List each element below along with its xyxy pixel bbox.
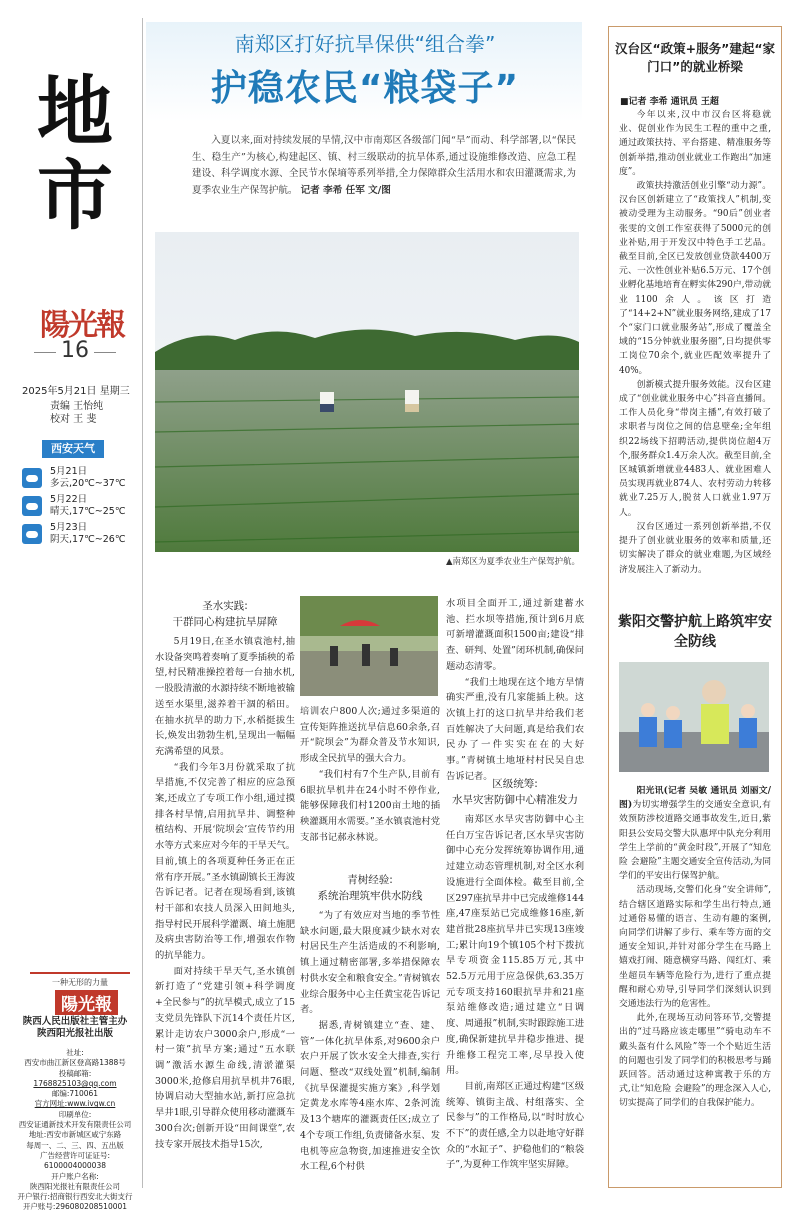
article-lead: 阳光讯(记者 吴敏 通讯员 刘丽文/图) — [619, 786, 771, 811]
section2-label: 青树经验: — [347, 874, 393, 886]
imprint-line: 社址: — [66, 1048, 84, 1057]
imprint-line: 陕西阳光报社有限责任公司 — [30, 1181, 120, 1191]
weather-row — [22, 494, 152, 520]
article-intro — [192, 133, 576, 199]
imprint-line: 投稿邮箱: — [58, 1068, 92, 1078]
cloud-icon — [22, 496, 42, 516]
paragraph: 活动现场,交警们化身“安全讲师”,结合辖区道路实际和学生出行特点,通过通俗易懂的语言、生动有趣的案例,向同学们讲解了步行、乘车等方面的交通安全知识,并针对部分学生在马路上嬉戏打闹、随意横穿马路、闯红灯、乘坐超员车辆等危险行为,进行了重点提醒和耐心劝导,引导同学们深刻认识到交通违法行为的危害性。 — [619, 885, 771, 1010]
cloud-icon — [22, 468, 42, 488]
paragraph-text: 为切实增强学生的交通安全意识,有效预防涉校道路交通事故发生,近日,紫阳县公安局交警大队惠坪中队充分利用学生上学前的“黄金时段”,开展了“知危险 会避险”主题交通安全宣传活动,为同学们的平安出行保驾护航。 — [619, 800, 771, 882]
imprint-website-link[interactable]: 官方网址:www.ivgw.cn — [34, 1099, 116, 1109]
imprint-line: 开户账号:296080208510001 — [22, 1202, 128, 1212]
weather-desc: 多云,20℃~37℃ — [50, 478, 126, 489]
paragraph: 面对持续干旱天气,圣水镇创新打造了“党建引领+科学调度+全民参与”的抗旱模式,成立了15支党员先锋队下沉14个责任片区,累计走访农户3000余户,形成“一村一策”抗旱方案;通过“五水联调”激活水源生命线,清淤灌渠3000米,抢修启用抗旱机井76眼,协调启动大型抽水站,新打应急抗旱井1眼,引导群众使用移动灌溉车300台次;创新开设“田间课堂”,农技专家开展技术指导15次, — [155, 965, 295, 1150]
article-headline: 护稳农民“粮袋子” — [210, 68, 520, 109]
weather-row — [22, 522, 152, 548]
imprint-line: 邮编:710061 — [51, 1089, 99, 1099]
weather-date: 5月21日 — [50, 466, 88, 477]
paragraph: “我们村有7个生产队,目前有6眼抗旱机井在24小时不停作业,能够保障我们村1200亩土地的插秧灌溉用水需要。”圣水镇袁池村党支部书记郝永林说。 — [300, 768, 440, 843]
article-column — [300, 908, 440, 1175]
section1-label: 圣水实践: — [202, 600, 248, 612]
imprint-line: 西安市曲江新区登高路1388号 — [24, 1058, 126, 1068]
sidebar-article-body — [619, 108, 771, 577]
newspaper-logo: 陽光報 — [40, 308, 124, 343]
section3-label: 区级统筹: — [492, 778, 538, 790]
sidebar-article-title: 汉台区“政策+服务”建起“家门口”的就业桥梁 — [614, 41, 776, 74]
paragraph: 南郑区水旱灾害防御中心主任白万宝告诉记者,区水旱灾害防御中心充分发挥统筹协调作用,通过建立动态管理机制,对全区水利设施进行全面体检。截至目前,全区297座抗旱井中已完成维修144座,47座泵站已完成维修16座,新建首批28座抗旱井已实现13座竣工;累计向19个镇105个村下拨抗旱专项资金115.85万元,其中52.5万元用于应急保供,63.35万元专项支持160眼抗旱井和21座泵站维修改造;通过建立“日调度、周通报”机制,实时跟踪施工进度,确保新建抗旱井稳步推进、提升维修工程完工率,尽早投入使用。 — [446, 814, 584, 1077]
imprint-line: 每周一、二、三、四、五出版 — [26, 1140, 124, 1150]
publisher-line: 陕西人民出版社主管主办 — [22, 1016, 128, 1027]
weather-date: 5月22日 — [50, 494, 88, 505]
publisher-line: 陕西阳光报社出版 — [36, 1028, 113, 1039]
slogan: 一种无形的力量 — [30, 972, 130, 988]
weather-row — [22, 466, 152, 492]
issue-date: 2025年5月21日 星期三 — [22, 386, 130, 397]
paragraph — [619, 784, 771, 883]
paragraph: 今年以来,汉中市汉台区将稳就业、促创业作为民生工程的重中之重,通过政策扶持、平台搭建、精准服务等创新举措,推动创业就业工作跑出“加速度”。 — [619, 110, 771, 177]
paragraph: 水项目全面开工,通过新建蓄水池、拦水坝等措施,预计到6月底可新增灌溉面积1500亩;建设“排查、研判、处置”闭环机制,确保问题动态清零。 — [446, 598, 584, 672]
paragraph: “为了有效应对当地的季节性缺水问题,最大限度减少缺水对农村居民生产生活造成的不利影响,镇上通过精密部署,多举措保障农村供水安全和粮食安全。”青树镇农业综合服务中心主任黄宝花告诉记者。 — [300, 910, 440, 1016]
article-column — [446, 812, 584, 1173]
cloud-icon — [22, 524, 42, 544]
column-divider — [142, 18, 143, 1188]
paragraph: 5月19日,在圣水镇袁池村,抽水设备突鸣着奏响了夏季插秧的希望,村民精准操控着每一台抽水机,一股股清澈的水源持续不断地被输送至水渠里,滋养着干涸的稻田。在抽水抗旱的助力下,水稻挺拔生长,焕发出勃勃生机,呈现出一幅幅充满希望的风景。 — [155, 636, 295, 757]
paragraph: 此外,在现场互动问答环节,交警提出的“过马路应该走哪里”“骑电动车不戴头盔有什么风险”等一个个贴近生活的问题也引发了同学们的积极思考与踊跃回答。活动通过这种寓教于乐的方式,让“知危险 会避险”的理念深入人心,切实提高了同学们的自我保护能力。 — [619, 1013, 771, 1109]
editor-line: 责编 王怡纯 — [50, 401, 104, 412]
traffic-police-photo — [619, 662, 769, 772]
newspaper-logo-small: 陽光報 — [55, 990, 118, 1015]
paragraph: “我们今年3月份就采取了抗旱措施,不仅完善了相应的应急预案,还成立了专项工作小组,通过摸排各村旱情,启用抗旱井、调整种植结构、开展‘院坝会’宣传节约用水等方式来应对今年的干旱天气。目前,镇上的各项夏种任务正在正常有序开展。”圣水镇副镇长王海波告诉记者。记者在现场看到,该镇村干部和农技人员深入田间地头,指导村民开展科学灌溉、墒土施肥及病虫害防治等工作,增强农作物的抗旱能力。 — [155, 761, 295, 962]
imprint-info — [8, 1048, 142, 1213]
weather-title: 西安天气 — [42, 440, 104, 458]
imprint-line: 开户账户名称: — [51, 1171, 99, 1181]
imprint-line: 6100004000038 — [43, 1161, 107, 1171]
section3-title: 水旱灾害防御中心精准发力 — [452, 794, 578, 806]
imprint-line: 广告经营许可证证号: — [39, 1150, 111, 1160]
article-column — [155, 634, 295, 1152]
paragraph: 政策扶持激活创业引擎“动力源”。汉台区创新建立了“政策找人”机制,变被动受理为主动服务。“90后”创业者张雯的文创工作室获得了5000元的创业补贴,用于开发汉中特色手工艺品。截至目前,全区已发放创业贷款4400万元、一次性创业补贴6.5万元、17个创业孵化基地培育在孵实体290户,带动就业1100余人。该区打造了“14+2+N”就业服务网络,建成了17个“家门口就业服务站”,形成了覆盖全域的“15分钟就业服务圈”,日均提供零工岗位70余个,就业匹配效率提升了40%。 — [619, 181, 771, 376]
weather-desc: 阴天,17℃~26℃ — [50, 534, 126, 545]
weather-desc: 晴天,17℃~25℃ — [50, 506, 126, 517]
rice-field-photo — [155, 232, 579, 552]
section-masthead: 地市 — [37, 67, 113, 240]
article-column — [300, 704, 440, 845]
village-photo — [300, 596, 438, 696]
intro-byline: 记者 李希 任军 文/图 — [300, 184, 391, 196]
paragraph: “我们土地现在这个地方旱情确实严重,没有几家能插上秧。这次镇上打的这口抗旱井给我们老百姓解决了大问题,真是给我们农民办了一件实实在在的大好事。”青树镇土地垭村村民吴自忠告诉记者。 — [446, 676, 584, 782]
article-kicker: 南郑区打好抗旱保供“组合拳” — [234, 32, 496, 56]
imprint-line: 西安证通新技术开发有限责任公司 — [18, 1120, 132, 1130]
intro-text: 入夏以来,面对持续发展的旱情,汉中市南郑区各级部门闻“旱”而动、科学部署,以“保民生、稳生产”为核心,构建起区、镇、村三级联动的抗旱体系,通过设施维修改造、应急工程建设、科学调度水源、全民节水保墒等系列举措,全力保障群众生活用水和农田灌溉需求,为夏季农业生产保驾护航。 — [192, 135, 576, 196]
publisher-block — [10, 1016, 140, 1040]
sidebar-article2-body — [619, 784, 771, 1111]
paragraph: 培训农户800人次;通过多渠道的宣传矩阵推送抗旱信息60余条,召开“院坝会”为群众普及节水知识,形成全民抗旱的强大合力。 — [300, 706, 440, 765]
photo-caption: ▲南郑区为夏季农业生产保驾护航。 — [445, 557, 580, 567]
imprint-email-link[interactable]: 1768825103@qq.com — [33, 1078, 117, 1088]
imprint-line: 地址:西安市新城区咸宁东路 — [28, 1130, 122, 1140]
paragraph: 汉台区通过一系列创新举措,不仅提升了创业就业服务的效率和质量,还切实解决了群众的就业难题,为区域经济发展注入了新动力。 — [619, 521, 771, 575]
proofreader-line: 校对 王 斐 — [50, 414, 97, 425]
paragraph: 目前,南郑区正通过构建“区级统筹、镇街主战、村组落实、全民参与”的工作格局,以“时时放心不下”的责任感,全力以赴地守好群众的“水缸子”、护稳他们的“粮袋子”,为夏种工作筑牢坚实屏障。 — [446, 1080, 584, 1171]
imprint-line: 开户银行:招商银行西安北大街支行 — [17, 1192, 133, 1202]
paragraph: 据悉,青树镇建立“查、建、管”一体化抗旱体系,对9600余户农户开展了饮水安全大排查,实行问题、整改“双线处置”机制,编制《抗旱保灌提实施方案》,科学划定黄龙水库等4座水库、2条河流及13个塘库的灌溉责任区;成立了4个专项工作组,负责储备水泵、发电机等应急物资,加速推进安全饮水工程,6个村供 — [300, 1019, 440, 1173]
page-number: 16 — [30, 338, 120, 363]
section2-title: 系统治理筑牢供水防线 — [317, 890, 423, 902]
paragraph: 创新模式提升服务效能。汉台区建成了“创业就业服务中心”抖音直播间。工作人员化身“带岗主播”,有效打破了求职者与岗位之间的信息壁垒;全年组织22场线下招聘活动,提供岗位超4万个,服务群众1.4万余人次。截至目前,全区城镇新增就业4483人、就业困难人员实现再就业874人、农村劳动力转移就业7.25万人,脱贫人口就业1.97万人。 — [619, 379, 771, 518]
sidebar-article2-title: 紫阳交警护航上路筑牢安全防线 — [618, 614, 772, 650]
article-column — [446, 596, 584, 784]
weather-date: 5月23日 — [50, 522, 88, 533]
sidebar-byline: ■记者 李希 通讯员 王超 — [620, 97, 719, 107]
section1-title: 干群同心构建抗旱屏障 — [172, 616, 278, 628]
imprint-line: 印刷单位: — [58, 1109, 92, 1119]
